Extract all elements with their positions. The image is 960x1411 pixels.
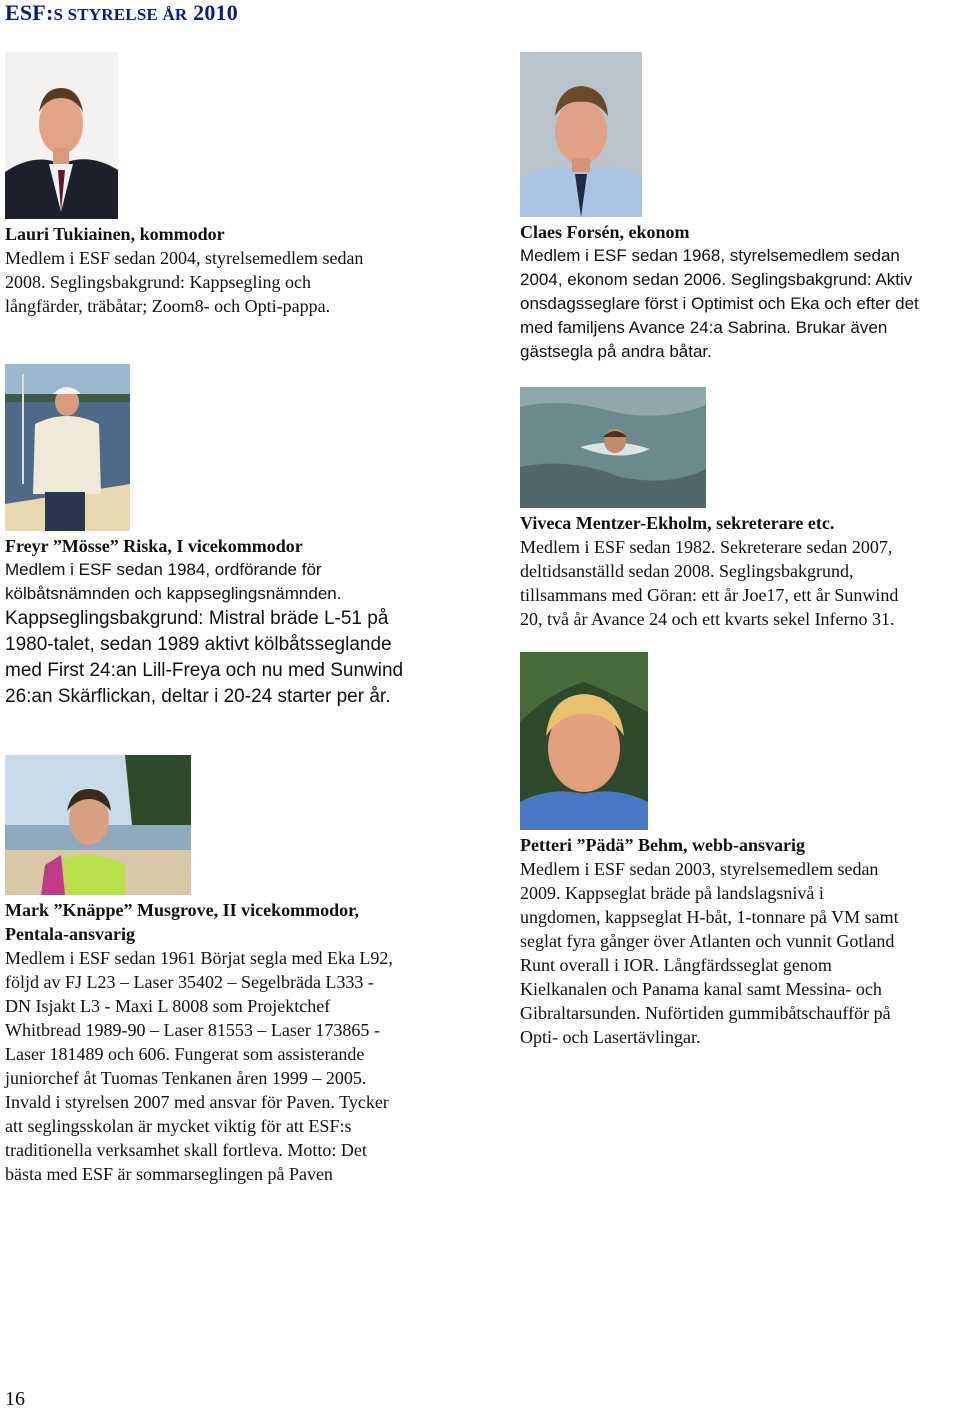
member-text-line: Runt overall i IOR. Långfärdsseglat genom (520, 955, 832, 975)
photo-freyr (5, 364, 130, 531)
portrait-petteri (520, 652, 648, 830)
member-text-line: Kielkanalen och Panama kanal samt Messina- och (520, 979, 882, 999)
member-text-line: 2009. Kappseglat bräde på landslagsnivå i (520, 883, 824, 903)
member-text-line: med First 24:an Lill-Freya och nu med Sunwind (5, 660, 404, 681)
page-number: 16 (5, 1388, 25, 1410)
member-text-line: 1980-talet, sedan 1989 aktivt kölbåtsseglande (5, 634, 392, 655)
member-text-line: 26:an Skärflickan, deltar i 20-24 starter per år. (5, 686, 391, 707)
member-text-line: med familjens Avance 24:a Sabrina. Brukar även (520, 318, 888, 337)
member-name: Petteri ”Pädä” Behm, webb-ansvarig (520, 835, 805, 855)
member-text-line: tillsammans med Göran: ett år Joe17, ett år Sunwind (520, 585, 899, 605)
member-text-line: 2004, ekonom sedan 2006. Seglingsbakgrund: Aktiv (520, 270, 913, 289)
member-text-line: ungdomen, kappseglat H-båt, 1-tonnare på VM samt (520, 907, 899, 927)
member-name: Freyr ”Mösse” Riska, I vicekommodor (5, 536, 303, 556)
member-name: Lauri Tukiainen, kommodor (5, 224, 225, 244)
member-text-line: att seglingsskolan är mycket viktig för att ESF:s (5, 1116, 352, 1136)
member-text-line: Medlem i ESF sedan 2003, styrelsemedlem sedan (520, 859, 879, 879)
title-year: 2010 (193, 0, 238, 25)
member-text-line: bästa med ESF är sommarseglingen på Paven (5, 1164, 333, 1184)
member-name: Mark ”Knäppe” Musgrove, II vicekommodor, (5, 900, 360, 920)
portrait-claes (520, 52, 642, 217)
member-text-line: kölbåtsnämnden och kappseglingsnämnden. (5, 584, 342, 603)
member-text-line: Laser 181489 och 606. Fungerat som assisterande (5, 1044, 365, 1064)
member-text-line: Medlem i ESF sedan 1984, ordförande för (5, 560, 322, 579)
member-viveca (520, 511, 898, 631)
member-text-line: Invald i styrelsen 2007 med ansvar för Paven. Tycker (5, 1092, 389, 1112)
member-text-line: traditionella verksamhet skall fortleva. Motto: Det (5, 1140, 367, 1160)
member-text-line: Gibraltarsunden. Nuförtiden gummibåtschaufför på (520, 1003, 891, 1023)
title-rest: S STYRELSE ÅR (53, 5, 188, 24)
member-text-line: gästsegla på andra båtar. (520, 342, 712, 361)
member-petteri (520, 833, 899, 1049)
member-text-line: 2008. Seglingsbakgrund: Kappsegling och (5, 272, 311, 292)
member-text-line: juniorchef åt Tuomas Tenkanen åren 1999 – 2005. (5, 1068, 367, 1088)
member-text-line: Medlem i ESF sedan 1961 Börjat segla med Eka L92, (5, 948, 393, 968)
member-text-line: onsdagsseglare först i Optimist och Eka och efter det (520, 294, 919, 313)
member-text-line: Medlem i ESF sedan 2004, styrelsemedlem sedan (5, 248, 364, 268)
member-claes (520, 220, 919, 364)
member-text-line: deltidsanställd sedan 2008. Seglingsbakgrund, (520, 561, 854, 581)
member-text-line: seglat fyra gånger över Atlanten och vunnit Gotland (520, 931, 895, 951)
photo-viveca (520, 387, 706, 508)
member-mark (5, 898, 393, 1186)
member-text-line: DN Isjakt L3 - Maxi L 8008 som Projektchef (5, 996, 331, 1016)
member-text-line: Whitbread 1989-90 – Laser 81553 – Laser 173865 - (5, 1020, 380, 1040)
member-text-line: Opti- och Lasertävlingar. (520, 1027, 701, 1047)
page-title (5, 0, 238, 26)
member-freyr (5, 534, 403, 710)
member-text-line: följd av FJ L23 – Laser 35402 – Segelbräda L333 - (5, 972, 374, 992)
member-text-line: långfärder, träbåtar; Zoom8- och Opti-pappa. (5, 296, 331, 316)
member-text-line: Medlem i ESF sedan 1982. Sekreterare sedan 2007, (520, 537, 893, 557)
member-role: Pentala-ansvarig (5, 924, 135, 944)
member-name: Viveca Mentzer-Ekholm, sekreterare etc. (520, 513, 835, 533)
title-main: ESF: (5, 0, 54, 25)
member-lauri (5, 222, 363, 318)
portrait-lauri (5, 52, 118, 219)
member-text-line: Medlem i ESF sedan 1968, styrelsemedlem sedan (520, 246, 900, 265)
member-text-line: Kappseglingsbakgrund: Mistral bräde L-51 på (5, 608, 389, 629)
member-name: Claes Forsén, ekonom (520, 222, 690, 242)
photo-mark (5, 755, 191, 895)
member-text-line: 20, två år Avance 24 och ett kvarts sekel Inferno 31. (520, 609, 895, 629)
